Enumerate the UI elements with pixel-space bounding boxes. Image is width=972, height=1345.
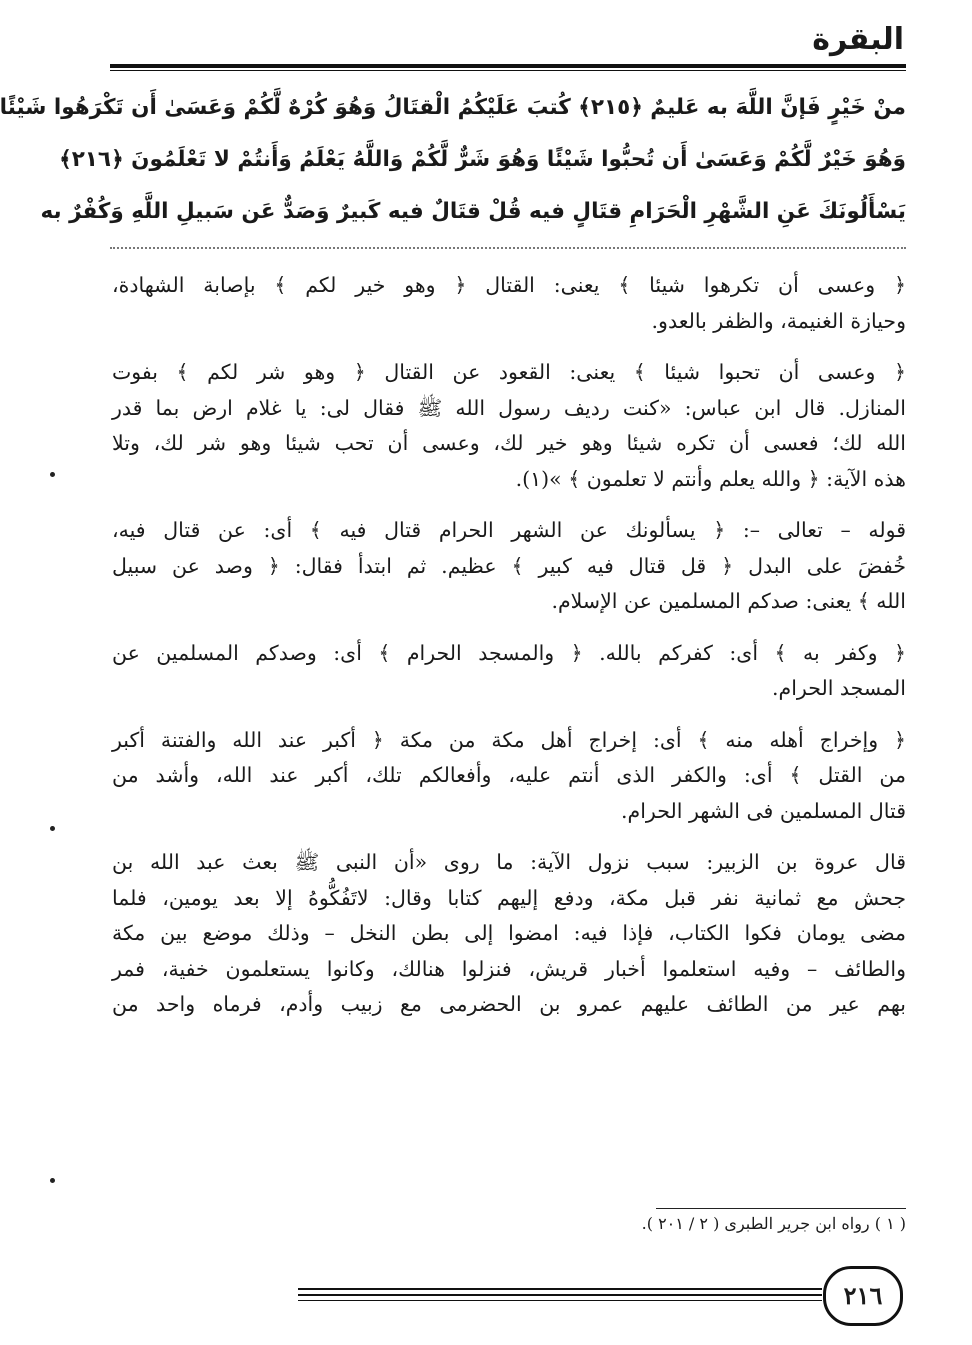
header-rule-thin [110, 70, 906, 71]
footnote: ( ١ ) رواه ابن جرير الطبرى ( ٢ / ٢٠١ ). [641, 1214, 906, 1233]
text-line: الله لك؛ فعسى أن تكره شيئا وهو خير لك، وعسى أن تحب شيئا وهو شر لك، وتلا [112, 431, 906, 455]
text-line: قتال المسلمين فى الشهر الحرام. [621, 798, 906, 823]
page-number: ٢١٦ [823, 1266, 903, 1326]
paragraph [112, 355, 906, 497]
quran-line: يَسْأَلُونَكَ عَنِ الشَّهْرِ الْحَرَامِ قتَالٍ فيه قُلْ قتَالٌ فيه كَبيرٌ وَصَدٌّ عَن سَبيلِ اللَّهِ وَكُفْرٌ به [40, 199, 906, 224]
text-line: هذه الآية: ﴿ والله يعلم وأنتم لا تعلمون ﴾ »(١). [515, 466, 906, 491]
text-line: من القتل ﴾ أى: والكفر الذى أنتم عليه، وأفعالكم تلك، أكبر عند الله، وأشد من [112, 763, 906, 787]
paragraph [112, 723, 906, 830]
text-line: ﴿ وكفر به ﴾ أى: كفركم بالله. ﴿ والمسجد الحرام ﴾ أى: وصدكم المسلمين عن [112, 640, 906, 665]
text-line: والطائف – وفيه استعلموا أخبار قريش، فنزلوا هنالك، وكانوا يستعلمون خفية، فمر [112, 956, 906, 981]
text-line: ﴿ وعسى أن تكرهوا شيئا ﴾ يعنى: القتال ﴿ وهو خير لكم ﴾ بإصابة الشهادة، [112, 273, 906, 297]
footnote-rule [656, 1208, 906, 1209]
text-line: ﴿ وعسى أن تحبوا شيئا ﴾ يعنى: القعود عن القتال ﴿ وهو شر لكم ﴾ بفوت [112, 360, 906, 384]
margin-mark [50, 472, 55, 477]
text-line: المسجد الحرام. [772, 676, 906, 700]
text-line: المنازل. قال ابن عباس: «كنت رديف رسول الله ﷺ فقال لى: يا غلام ارض بما قدر [112, 395, 906, 420]
paragraph [112, 268, 906, 339]
text-line: مضى يومان فكوا الكتاب، فإذا فيه: امضوا إلى بطن النخل – وذلك موضع بين مكة [112, 921, 906, 945]
quran-line: وَهُوَ خَيْرٌ لَّكُمْ وَعَسَىٰ أَن تُحبُّوا شَيْئًا وَهُوَ شَرٌّ لَّكُمْ وَاللَّهُ يَعْلَمُ وَأَنتُمْ لا تَعْلَمُونَ ﴿٢١٦﴾ [59, 147, 906, 172]
quran-verses [0, 82, 906, 238]
commentary [112, 268, 906, 1039]
quran-line: منْ خَيْرٍ فَإنَّ اللَّهَ به عَليمٌ ﴿٢١٥﴾ كُتبَ عَلَيْكُمُ الْقتَالُ وَهُوَ كُرْهٌ لَّكُمْ وَعَسَىٰ أَن تَكْرَهُوا شَيْئًا [0, 95, 906, 120]
paragraph [112, 636, 906, 707]
paragraph [112, 845, 906, 1023]
text-line: جحش مع ثمانية نفر قبل مكة، ودفع إليهم كتابا وقال: لاتَفُكُّوهُ إلا بعد يومين، فلما [112, 885, 906, 910]
text-line: قوله – تعالى –: ﴿ يسألونك عن الشهر الحرام قتال فيه ﴾ أى: عن قتال فيه، [112, 518, 906, 542]
header-rule [110, 64, 906, 68]
text-line: بهم عير من الطائف عليهم عمرو بن الحضرمى مع زبيب وأدم، فرماه واحد من [112, 992, 906, 1016]
footer-rule [298, 1288, 822, 1290]
text-line: قال عروة بن الزبير: سبب نزول الآية: ما روى «أن النبى ﷺ بعث عبد الله بن [112, 850, 906, 874]
margin-mark [50, 1178, 55, 1183]
dotted-separator [110, 247, 906, 249]
text-line: وحيازة الغنيمة، والظفر بالعدو. [651, 308, 906, 333]
text-line: خُفضَ على البدل ﴿ قل قتال فيه كبير ﴾ عظيم. ثم ابتدأ فقال: ﴿ وصد عن سبيل [112, 553, 906, 578]
paragraph [112, 513, 906, 620]
margin-mark [50, 826, 55, 831]
text-line: ﴿ وإخراج أهله منه ﴾ أى: إخراج أهل مكة من مكة ﴿ أكبر عند الله والفتنة أكبر [112, 727, 906, 752]
page-title: البقرة [812, 22, 904, 57]
text-line: الله ﴾ يعنى: صدكم المسلمين عن الإسلام. [551, 589, 906, 613]
footer-rule [298, 1294, 822, 1296]
footer-rule [298, 1300, 822, 1301]
